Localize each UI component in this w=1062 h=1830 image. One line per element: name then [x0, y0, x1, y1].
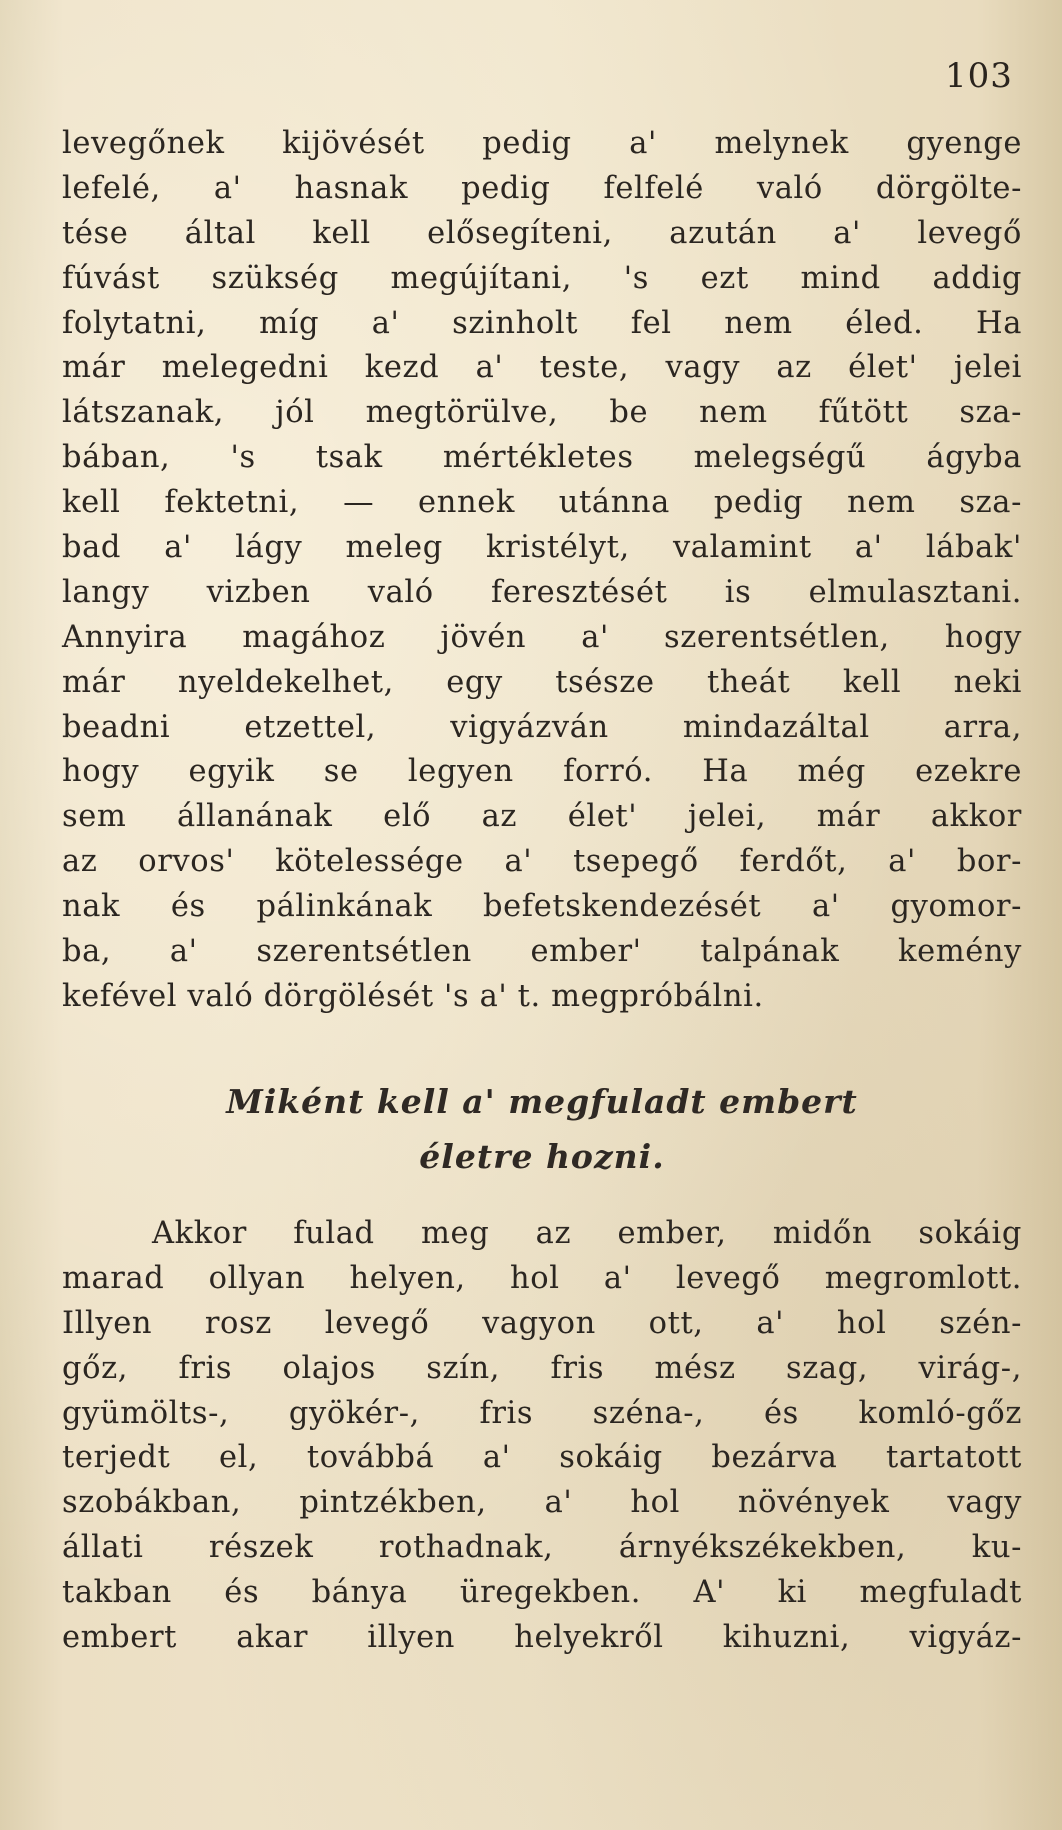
text-line: langy vizben való feresztését is elmulasztani.	[62, 574, 1022, 610]
page-number: 103	[945, 56, 1013, 96]
text-line: takban és bánya üregekben. A' ki megfuladt	[62, 1575, 1022, 1611]
text-line: állati részek rothadnak, árnyékszékekben, ku-	[62, 1530, 1022, 1566]
section-heading-line-2: életre hozni.	[419, 1137, 665, 1176]
text-line: nak és pálinkának befetskendezését a' gyomor-	[62, 889, 1022, 925]
text-line: marad ollyan helyen, hol a' levegő megromlott.	[62, 1260, 1022, 1296]
text-line: szobákban, pintzékben, a' hol növények vagy	[62, 1485, 1022, 1521]
text-line: Illyen rosz levegő vagyon ott, a' hol szén-	[62, 1305, 1022, 1341]
text-line: embert akar illyen helyekről kihuzni, vigyáz-	[62, 1620, 1022, 1656]
text-line: hogy egyik se legyen forró. Ha még ezekre	[62, 754, 1022, 790]
text-line: kefével való dörgölését 's a' t. megpróbálni.	[62, 978, 764, 1014]
text-line: az orvos' kötelessége a' tsepegő ferdőt, a' bor-	[62, 844, 1022, 880]
paragraph-suffocation-causes	[62, 1212, 1022, 1661]
paragraph-resuscitation-steps	[62, 122, 1022, 1020]
text-line: gyümölts-, gyökér-, fris széna-, és komló-gőz	[62, 1395, 1022, 1431]
text-line: Annyira magához jövén a' szerentsétlen, hogy	[62, 619, 1022, 655]
text-line: ba, a' szerentsétlen ember' talpának kemény	[62, 934, 1022, 970]
text-line: tése által kell elősegíteni, azután a' levegő	[62, 215, 1022, 251]
text-line: levegőnek kijövését pedig a' melynek gyenge	[62, 126, 1022, 161]
text-line: terjedt el, továbbá a' sokáig bezárva tartatott	[62, 1440, 1022, 1476]
text-line: bad a' lágy meleg kristélyt, valamint a' lábak'	[62, 530, 1022, 566]
text-line: látszanak, jól megtörülve, be nem fűtött sza-	[62, 395, 1022, 431]
text-line: kell fektetni, — ennek utánna pedig nem sza-	[62, 485, 1022, 521]
text-line: fúvást szükség megújítani, 's ezt mind addig	[62, 260, 1022, 296]
section-heading-line-1: Miként kell a' megfuladt embert	[226, 1082, 858, 1121]
text-line: bában, 's tsak mértékletes melegségű ágyba	[62, 440, 1022, 476]
text-line: lefelé, a' hasnak pedig felfelé való dörgölte-	[62, 170, 1022, 206]
text-line: sem állanának elő az élet' jelei, már akkor	[62, 799, 1022, 835]
text-line: folytatni, míg a' szinholt fel nem éled. Ha	[62, 305, 1022, 341]
text-line: már melegedni kezd a' teste, vagy az élet' jelei	[62, 350, 1022, 386]
text-line: gőz, fris olajos szín, fris mész szag, virág-,	[62, 1350, 1022, 1386]
text-line: Akkor fulad meg az ember, midőn sokáig	[152, 1216, 1022, 1251]
text-line: már nyeldekelhet, egy tsésze theát kell neki	[62, 664, 1022, 700]
text-line: beadni etzettel, vigyázván mindazáltal arra,	[62, 709, 1022, 745]
